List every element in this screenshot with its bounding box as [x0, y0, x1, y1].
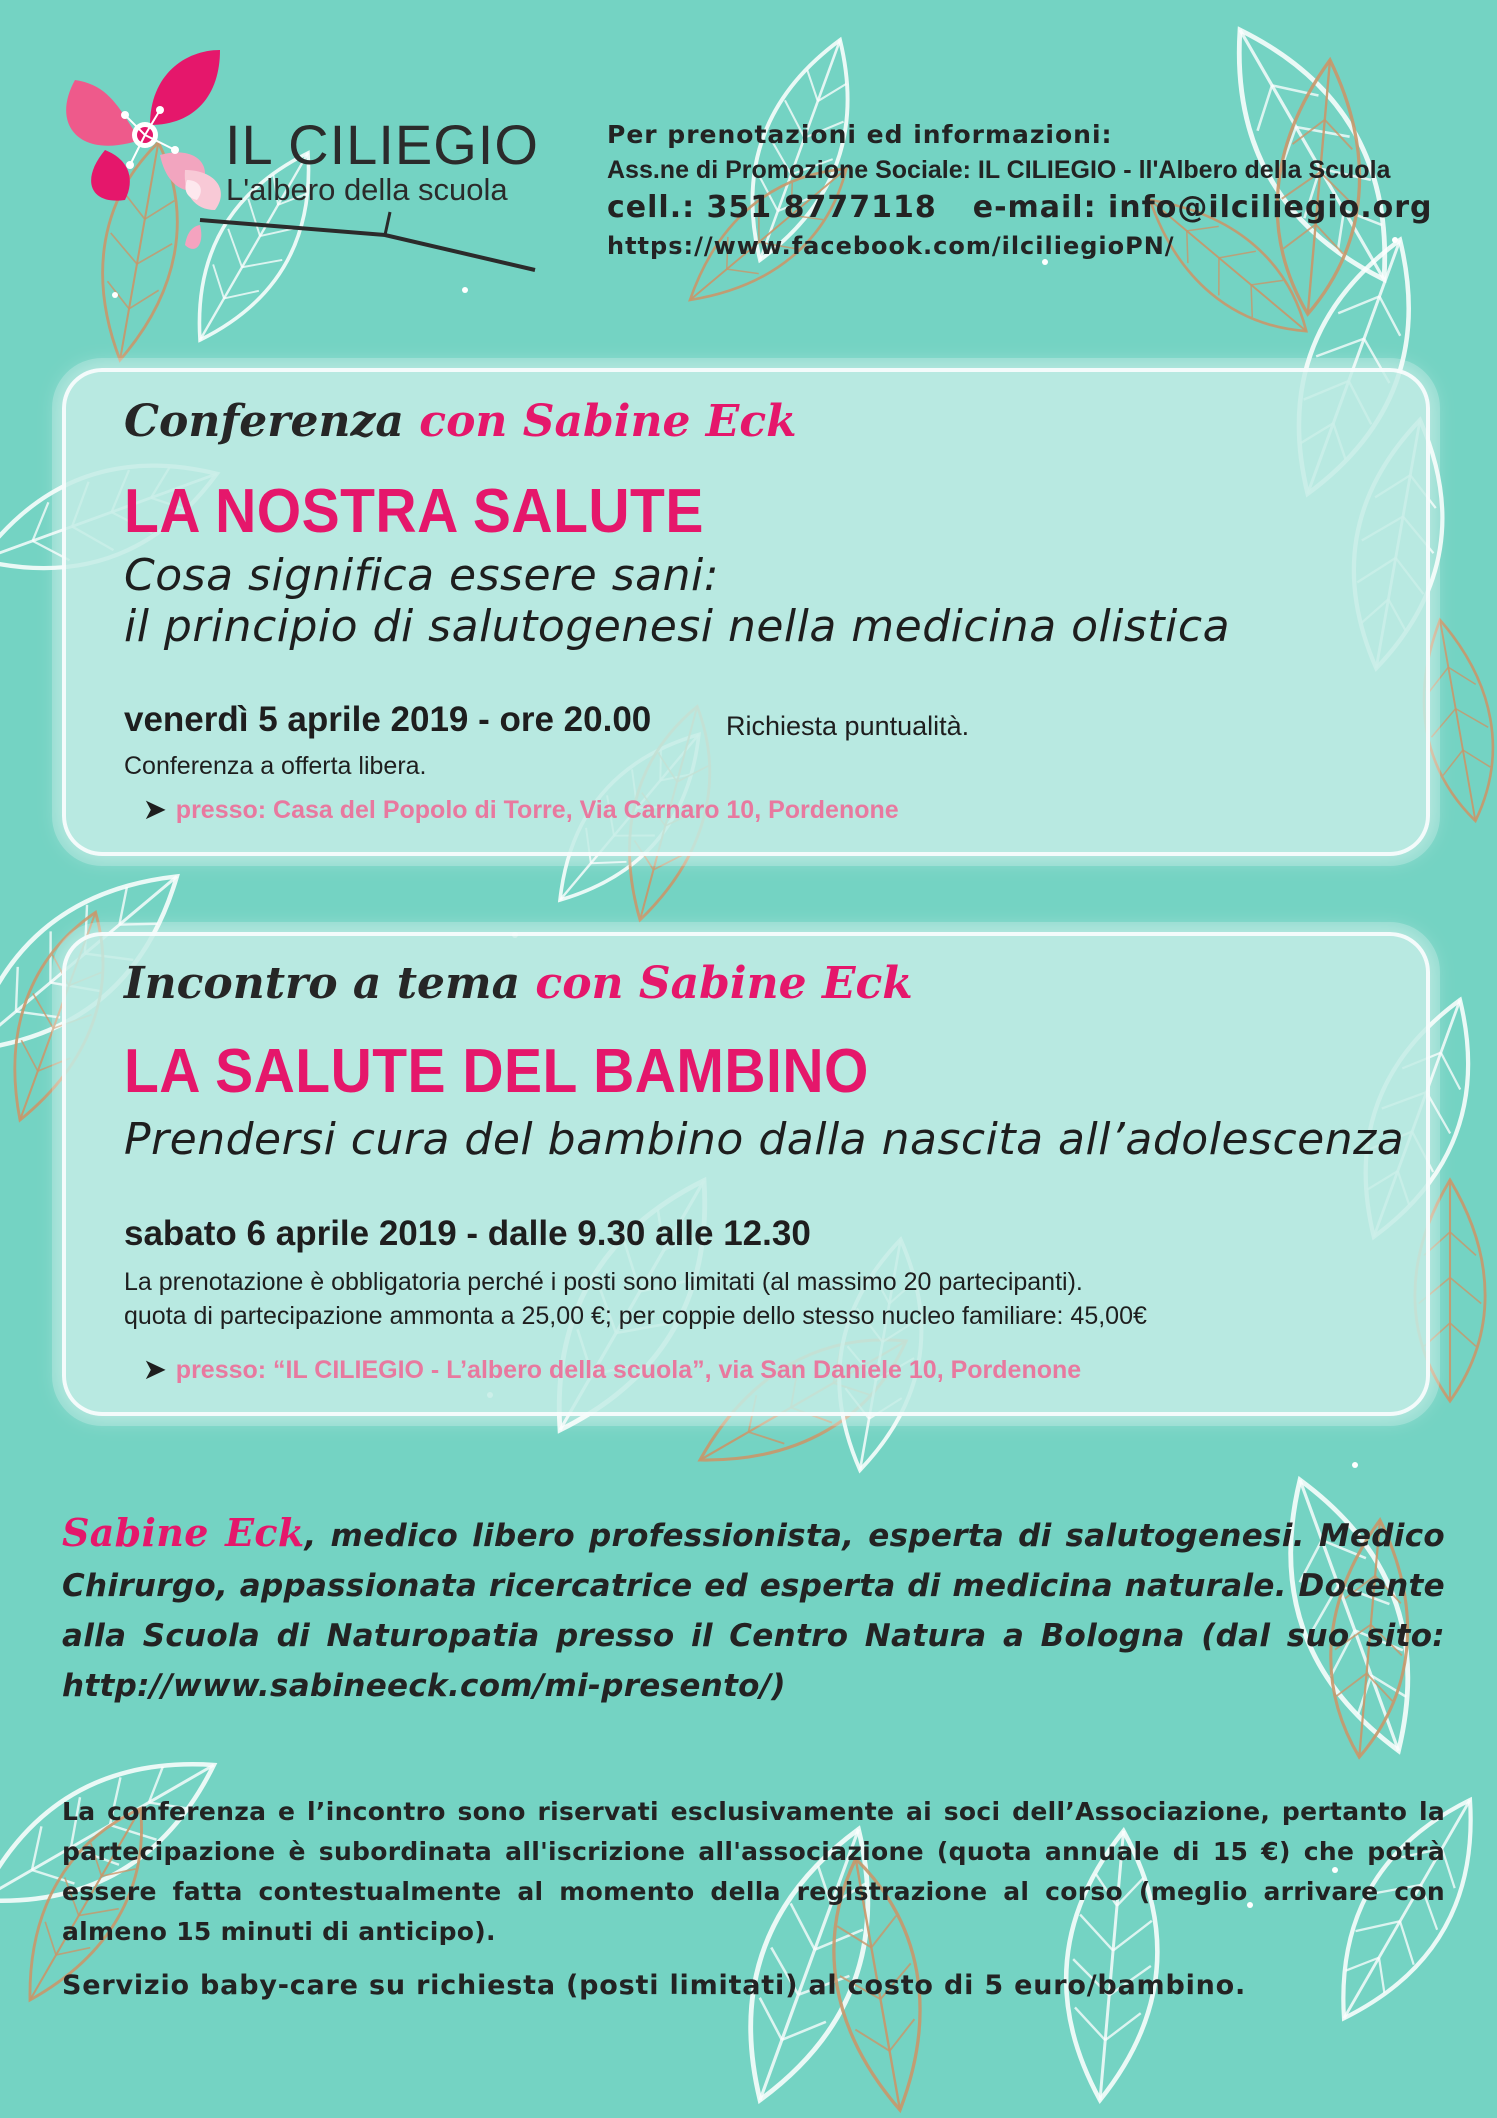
- arrow-right-icon: ➤: [144, 1354, 166, 1384]
- event-offer: Conferenza a offerta libera.: [124, 752, 427, 780]
- event-card-workshop: [62, 932, 1430, 1416]
- contact-email[interactable]: e-mail: info@ilciliegio.org: [972, 190, 1433, 225]
- event-subtitle-line2: il principio di salutogenesi nella medicina olistica: [124, 601, 1231, 652]
- branch-decoration: [190, 200, 540, 280]
- event-date-note: Richiesta puntualità.: [726, 711, 970, 741]
- contact-website[interactable]: https://www.facebook.com/ilciliegioPN/: [607, 232, 1175, 260]
- event-date: venerdì 5 aprile 2019 - ore 20.00: [124, 700, 652, 739]
- event-type: Conferenza: [124, 396, 404, 447]
- speaker-bio: [62, 1508, 1445, 1711]
- contact-line: [607, 188, 1469, 228]
- event-subtitle: Prendersi cura del bambino dalla nascita all’adolescenza: [124, 1114, 1405, 1165]
- event-venue: [144, 1354, 1081, 1385]
- logo-subtitle: L'albero della scuola: [226, 172, 508, 207]
- babycare-notice: Servizio baby-care su richiesta (posti limitati) al costo di 5 euro/bambino.: [62, 1970, 1247, 2001]
- event-venue: [144, 794, 899, 825]
- contact-block: [607, 118, 1469, 264]
- event-booking: La prenotazione è obbligatoria perché i posti sono limitati (al massimo 20 partecipanti).: [124, 1268, 1083, 1296]
- event-speaker: con Sabine Eck: [419, 396, 797, 447]
- event-speaker: con Sabine Eck: [535, 958, 913, 1009]
- event-type: Incontro a tema: [124, 958, 521, 1009]
- arrow-right-icon: ➤: [144, 794, 166, 824]
- event-kicker: [124, 396, 797, 447]
- event-card-conference: [62, 368, 1430, 856]
- event-title: LA SALUTE DEL BAMBINO: [124, 1037, 869, 1106]
- event-venue-text: presso: Casa del Popolo di Torre, Via Carnaro 10, Pordenone: [175, 796, 899, 824]
- membership-notice: La conferenza e l’incontro sono riservati esclusivamente ai soci dell’Associazione, pertanto la partecipazione è subordinata all'iscrizione all'associazione (quota annuale di 15 €) che potrà essere fatta contestualmente al momento della registrazione al corso (meglio arrivare con almeno 15 minuti di anticipo).: [62, 1797, 1445, 1946]
- event-kicker: [124, 958, 913, 1009]
- event-fee: quota di partecipazione ammonta a 25,00 €; per coppie dello stesso nucleo familiare: 45,00€: [124, 1302, 1147, 1330]
- speaker-name: Sabine Eck: [62, 1510, 305, 1555]
- contact-association: Ass.ne di Promozione Sociale: IL CILIEGIO - ll'Albero della Scuola: [607, 156, 1391, 184]
- speaker-bio-text: , medico libero professionista, esperta di salutogenesi. Medico Chirurgo, appassionata ricercatrice ed esperta di medicina naturale. Docente alla Scuola di Naturopatia presso il Centro Natura a Bologna (dal suo sito: http://www.sabineeck.com/mi-presento/): [62, 1518, 1445, 1704]
- event-title: LA NOSTRA SALUTE: [124, 477, 704, 546]
- event-venue-text: presso: “IL CILIEGIO - L’albero della scuola”, via San Daniele 10, Pordenone: [175, 1356, 1082, 1384]
- contact-phone[interactable]: cell.: 351 8777118: [607, 190, 937, 225]
- event-subtitle-line1: Cosa significa essere sani:: [124, 550, 720, 601]
- contact-heading: Per prenotazioni ed informazioni:: [607, 120, 1113, 149]
- event-date: sabato 6 aprile 2019 - dalle 9.30 alle 12.30: [124, 1214, 811, 1253]
- logo-title: IL CILIEGIO: [225, 113, 539, 176]
